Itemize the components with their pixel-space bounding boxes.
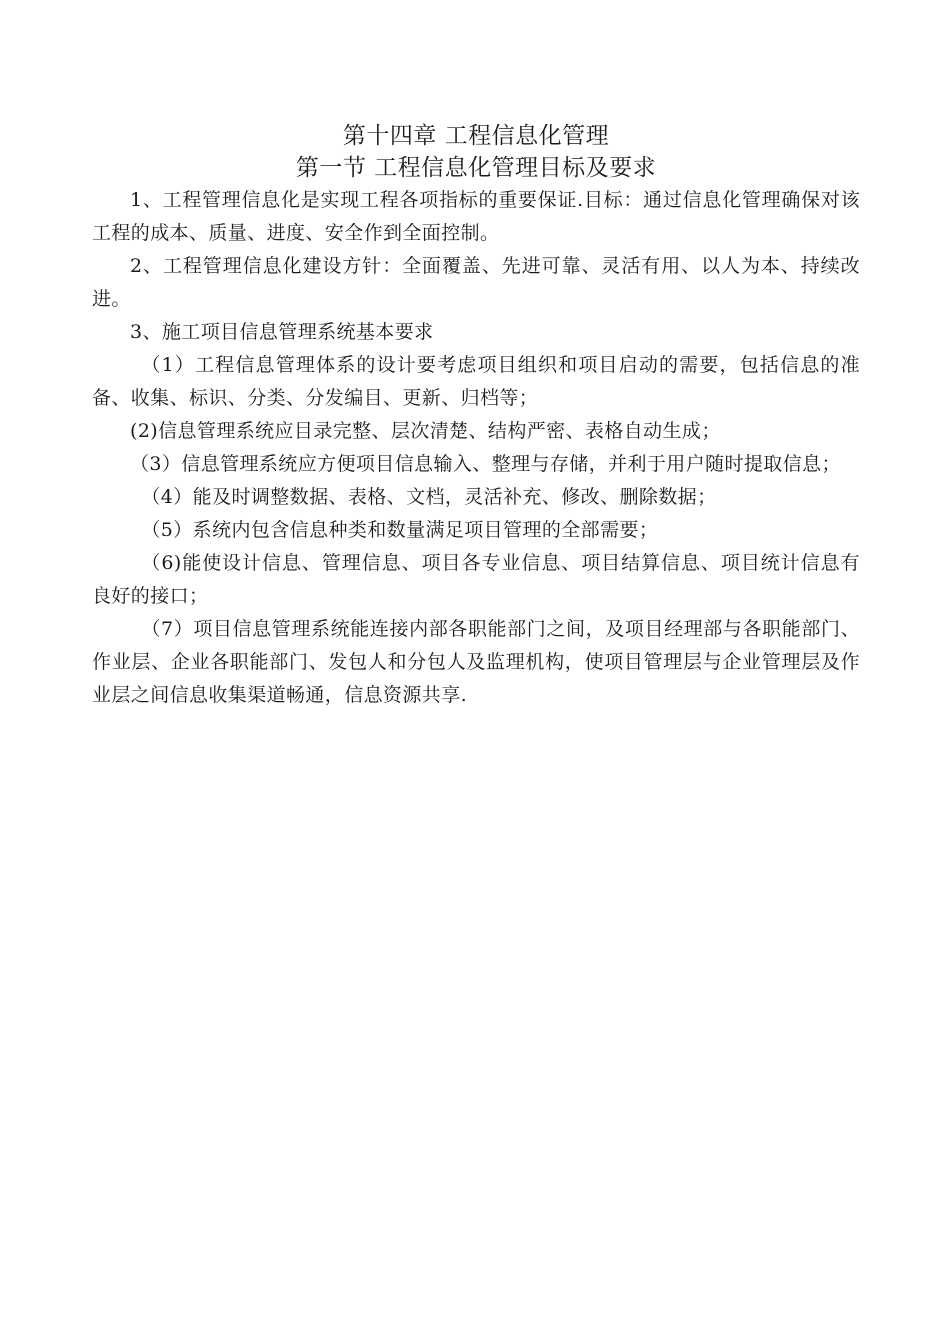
requirement-3: （3）信息管理系统应方便项目信息输入、整理与存储，并利于用户随时提取信息； [130,453,841,475]
requirement-6: （6)能使设计信息、管理信息、项目各专业信息、项目结算信息、项目统计信息有良好的接口； [92,552,860,607]
paragraph-3: 3、施工项目信息管理系统基本要求 [130,321,434,343]
paragraph-2: 2、工程管理信息化建设方针：全面覆盖、先进可靠、灵活有用、以人为本、持续改进。 [92,255,860,310]
requirement-1: （1）工程信息管理体系的设计要考虑项目组织和项目启动的需要，包括信息的准备、收集、标识、分类、分发编目、更新、归档等； [92,354,860,409]
chapter-title: 第十四章 工程信息化管理 [342,123,610,149]
paragraph-1: 1、工程管理信息化是实现工程各项指标的重要保证.目标：通过信息化管理确保对该工程的成本、质量、进度、安全作到全面控制。 [92,189,860,244]
requirement-2: (2)信息管理系统应目录完整、层次清楚、结构严密、表格自动生成； [130,420,721,442]
section-title: 第一节 工程信息化管理目标及要求 [295,155,657,181]
document-body [92,120,860,712]
requirement-7: （7）项目信息管理系统能连接内部各职能部门之间，及项目经理部与各职能部门、作业层、企业各职能部门、发包人和分包人及监理机构，使项目管理层与企业管理层及作业层之间信息收集渠道畅通，信息资源共享. [92,618,860,706]
requirement-5: （5）系统内包含信息种类和数量满足项目管理的全部需要； [141,519,659,541]
requirement-4: （4）能及时调整数据、表格、文档，灵活补充、修改、删除数据； [141,486,717,508]
